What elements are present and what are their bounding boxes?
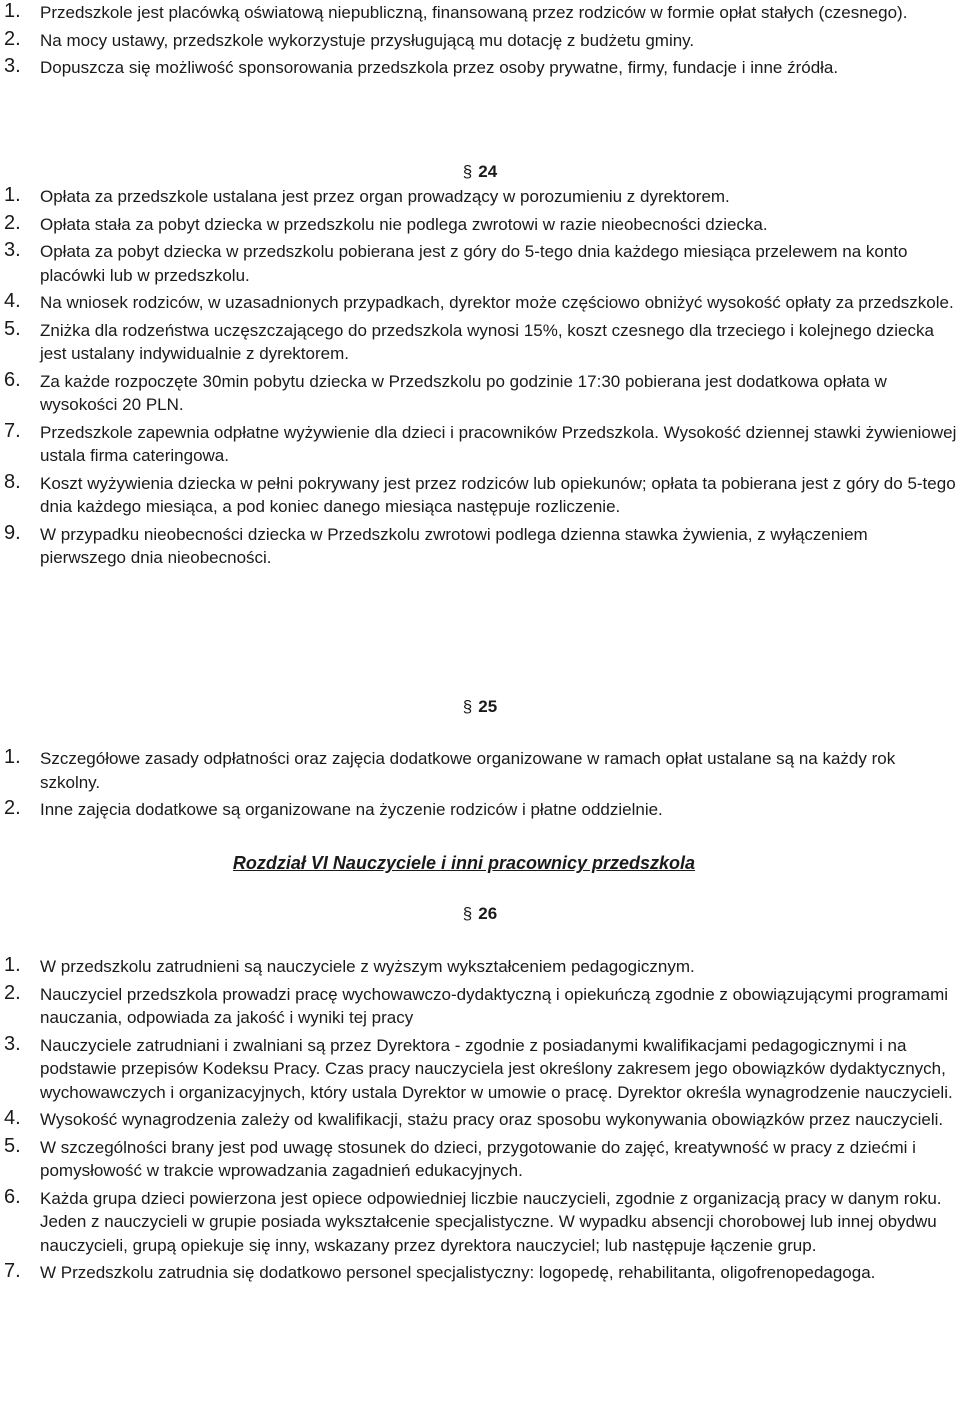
list-item: 3. Dopuszcza się możliwość sponsorowania przedszkola przez osoby prywatne, firmy, fundacje i inne źródła. <box>4 55 839 77</box>
list-item: 4. Wysokość wynagrodzenia zależy od kwalifikacji, stażu pracy oraz sposobu wykonywania obowiązków przez nauczycieli. <box>4 1107 944 1129</box>
list-item: 3. Opłata za pobyt dziecka w przedszkolu pobierana jest z góry do 5-tego dnia każdego miesiąca przelewem na konto placówki lub w przedszkolu. <box>4 239 908 285</box>
chapter-title: Rozdział VI Nauczyciele i inni pracownicy przedszkola <box>232 853 696 873</box>
list-item: 7. Przedszkole zapewnia odpłatne wyżywienie dla dzieci i pracowników Przedszkola. Wysokość dziennej stawki żywieniowej ustala firma cateringowa. <box>4 419 957 465</box>
list-item: 2. Inne zajęcia dodatkowe są organizowane na życzenie rodziców i płatne oddzielnie. <box>4 797 663 819</box>
financing-list <box>0 1 958 84</box>
list-item: 2. Nauczyciel przedszkola prowadzi pracę wychowawczo-dydaktyczną i opiekuńczą zgodnie z obowiązującymi programami nauczania, odpowiada za jakość i wyniki tej pracy <box>4 981 949 1027</box>
fees-list <box>0 185 958 574</box>
list-item: 5. Zniżka dla rodzeństwa uczęszczającego do przedszkola wynosi 15%, koszt czesnego dla trzeciego i kolejnego dziecka jest ustalany indywidualnie z dyrektorem. <box>4 317 934 363</box>
staff-list <box>0 955 958 1289</box>
paragraph-heading-24: § 24 <box>462 162 498 181</box>
list-item: 2. Na mocy ustawy, przedszkole wykorzystuje przysługującą mu dotację z budżetu gminy. <box>4 27 695 50</box>
paragraph-heading-25: § 25 <box>462 697 498 716</box>
list-item: 1. Szczegółowe zasady odpłatności oraz zajęcia dodatkowe organizowane w ramach opłat ustalane są na każdy rok szkolny. <box>4 746 896 792</box>
list-item: 5. W szczególności brany jest pod uwagę stosunek do dzieci, przygotowanie do zajęć, kreatywność w pracy z dziećmi i pomysłowość w trakcie wprowadzania zagadnień edukacyjnych. <box>4 1134 916 1180</box>
list-item: 8. Koszt wyżywienia dziecka w pełni pokrywany jest przez rodziców lub opiekunów; opłata ta pobierana jest z góry do 5-tego dnia każdego miesiąca, a pod koniec danego miesiąca następuje rozliczenie. <box>4 470 956 516</box>
list-item: 4. Na wniosek rodziców, w uzasadnionych przypadkach, dyrektor może częściowo obniżyć wysokość opłaty za przedszkole. <box>4 290 954 312</box>
list-item: 6. Za każde rozpoczęte 30min pobytu dziecka w Przedszkolu po godzinie 17:30 pobierana jest dodatkowa opłata w wysokości 20 PLN. <box>4 368 887 414</box>
additional-activities-list <box>0 747 958 826</box>
list-item: 6. Każda grupa dzieci powierzona jest opiece odpowiedniej liczbie nauczycieli, zgodnie z organizacją pracy w danym roku. Jeden z nauczycieli w grupie posiada wykształcenie specjalistyczne. W wypadku absencji chorobowej lub innej obydwu nauczycieli, grupą opiekuje się inny, wskazany przez dyrektora nauczyciel; lub następuje łączenie grup. <box>4 1185 942 1255</box>
list-item: 1. Przedszkole jest placówką oświatową niepubliczną, finansowaną przez rodziców w formie opłat stałych (czesnego). <box>4 0 908 22</box>
list-item: 9. W przypadku nieobecności dziecka w Przedszkolu zwrotowi podlega dzienna stawka żywienia, z wyłączeniem pierwszego dnia nieobecności. <box>4 521 868 567</box>
list-item: 3. Nauczyciele zatrudniani i zwalniani są przez Dyrektora - zgodnie z posiadanymi kwalifikacjami pedagogicznymi i na podstawie przepisów Kodeksu Pracy. Czas pracy nauczyciela jest określony zakresem jego obowiązków dydaktycznych, wychowawczych i organizacyjnych, który ustala Dyrektor w umowie o pracę. Dyrektor określa wynagrodzenie nauczycieli. <box>4 1032 953 1102</box>
paragraph-heading-26: § 26 <box>462 904 498 923</box>
list-item: 1. Opłata za przedszkole ustalana jest przez organ prowadzący w porozumieniu z dyrektorem. <box>4 184 730 206</box>
list-item: 2. Opłata stała za pobyt dziecka w przedszkolu nie podlega zwrotowi w razie nieobecności dziecka. <box>4 211 768 234</box>
list-item: 7. W Przedszkolu zatrudnia się dodatkowo personel specjalistyczny: logopedę, rehabilitanta, oligofrenopedagoga. <box>4 1260 876 1282</box>
list-item: 1. W przedszkolu zatrudnieni są nauczyciele z wyższym wykształceniem pedagogicznym. <box>4 954 695 976</box>
